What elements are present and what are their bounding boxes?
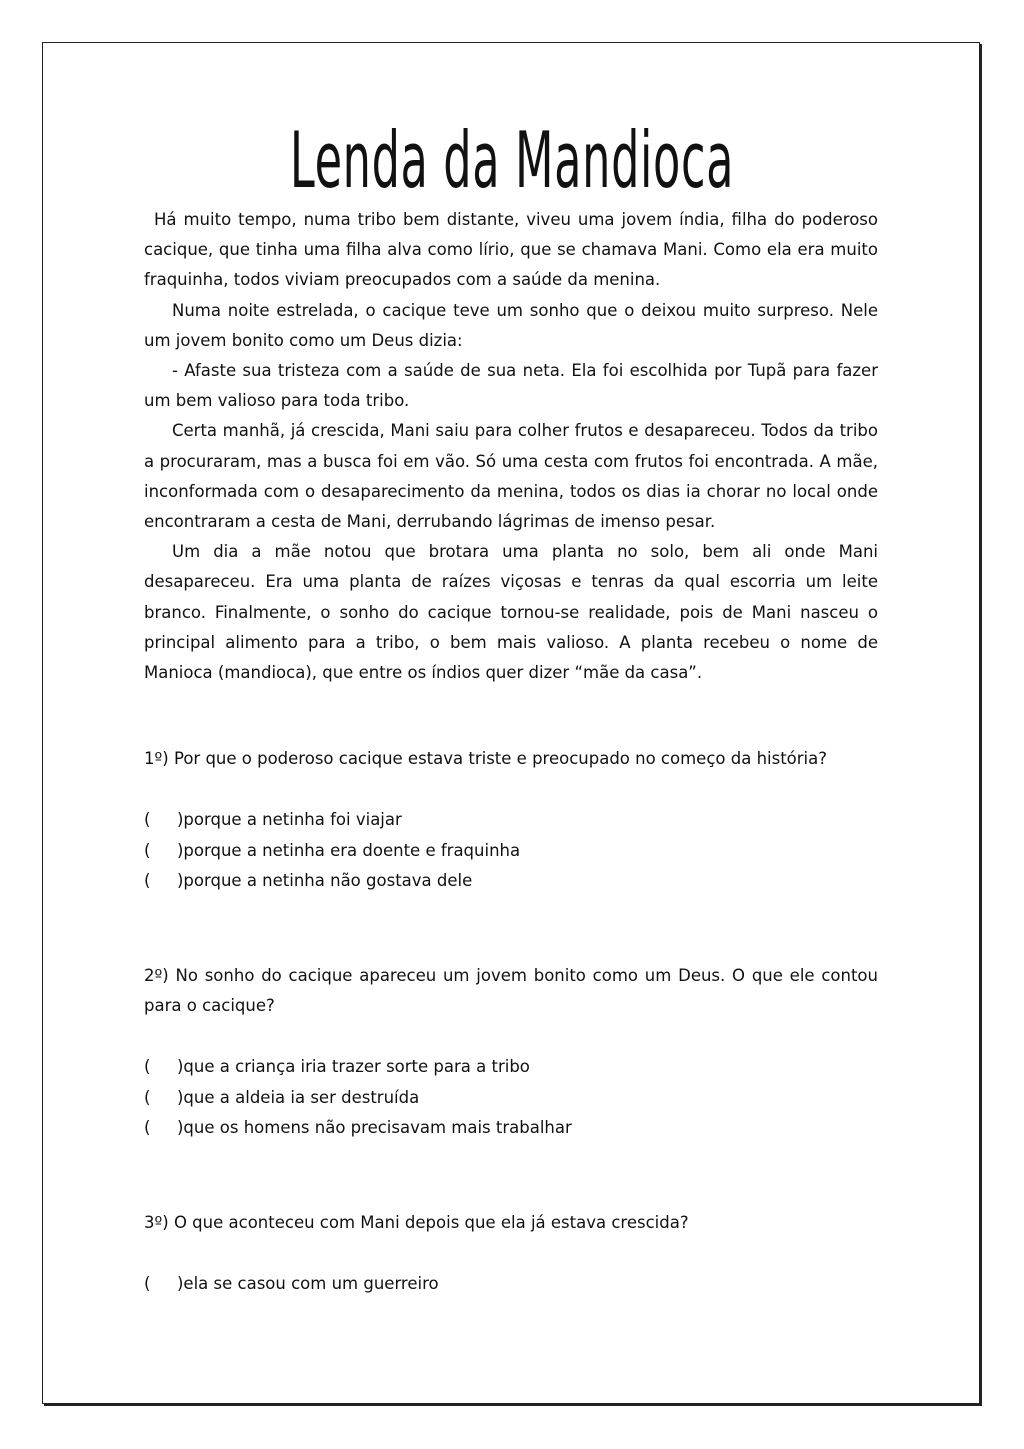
answer-label: )porque a netinha não gostava dele	[177, 870, 473, 890]
answer-options	[144, 805, 878, 896]
question-text: 3º) O que aconteceu com Mani depois que ela já estava crescida?	[144, 1213, 689, 1233]
story-paragraph: Um dia a mãe notou que brotara uma planta no solo, bem ali onde Mani desapareceu. Era uma planta de raízes viçosas e tenras da qual escorria um leite branco. Finalmente, o sonho do cacique tornou-se realidade, pois de Mani nasceu o principal alimento para a tribo, o bem mais valioso. A planta recebeu o nome de Manioca (mandioca), que entre os índios quer dizer “mãe da casa”.	[144, 542, 878, 683]
answer-checkbox[interactable]: (	[144, 810, 151, 830]
document-body	[144, 205, 878, 1299]
answer-label: )que os homens não precisavam mais trabalhar	[177, 1117, 572, 1137]
question-3	[144, 1208, 878, 1299]
story-paragraph: - Afaste sua tristeza com a saúde de sua neta. Ela foi escolhida por Tupã para fazer um bem valioso para toda tribo.	[144, 361, 878, 411]
answer-option[interactable]	[144, 1269, 878, 1299]
story-paragraph: Certa manhã, já crescida, Mani saiu para colher frutos e desapareceu. Todos da tribo a procuraram, mas a busca foi em vão. Só uma cesta com frutos foi encontrada. A mãe, inconformada com o desaparecimento da menina, todos os dias ia chorar no local onde encontraram a cesta de Mani, derrubando lágrimas de imenso pesar.	[144, 421, 878, 532]
answer-label: )que a criança iria trazer sorte para a tribo	[177, 1057, 530, 1077]
story-paragraph: Há muito tempo, numa tribo bem distante, viveu uma jovem índia, filha do poderoso cacique, que tinha uma filha alva como lírio, que se chamava Mani. Como ela era muito fraquinha, todos viviam preocupados com a saúde da menina.	[144, 210, 878, 290]
answer-option[interactable]	[144, 1113, 878, 1143]
answer-checkbox[interactable]: (	[144, 1057, 151, 1077]
answer-options	[144, 1269, 878, 1299]
answer-checkbox[interactable]: (	[144, 840, 151, 860]
answer-option[interactable]	[144, 1052, 878, 1082]
answer-option[interactable]	[144, 805, 878, 835]
page-title: Lenda da Mandioca	[289, 114, 735, 206]
story-text	[144, 205, 878, 688]
answer-checkbox[interactable]: (	[144, 870, 151, 890]
question-2	[144, 961, 878, 1143]
question-text: 1º) Por que o poderoso cacique estava triste e preocupado no começo da história?	[144, 749, 828, 769]
answer-label: )que a aldeia ia ser destruída	[177, 1087, 420, 1107]
answer-option[interactable]	[144, 836, 878, 866]
answer-checkbox[interactable]: (	[144, 1274, 151, 1294]
story-paragraph: Numa noite estrelada, o cacique teve um sonho que o deixou muito surpreso. Nele um jovem bonito como um Deus dizia:	[144, 300, 878, 350]
answer-option[interactable]	[144, 1083, 878, 1113]
question-1	[144, 744, 878, 896]
answer-checkbox[interactable]: (	[144, 1117, 151, 1137]
question-text: 2º) No sonho do cacique apareceu um jovem bonito como um Deus. O que ele contou para o cacique?	[144, 966, 878, 1016]
answer-options	[144, 1052, 878, 1143]
answer-checkbox[interactable]: (	[144, 1087, 151, 1107]
answer-label: )porque a netinha era doente e fraquinha	[177, 840, 521, 860]
answer-label: )ela se casou com um guerreiro	[177, 1274, 439, 1294]
answer-option[interactable]	[144, 866, 878, 896]
answer-label: )porque a netinha foi viajar	[177, 810, 402, 830]
